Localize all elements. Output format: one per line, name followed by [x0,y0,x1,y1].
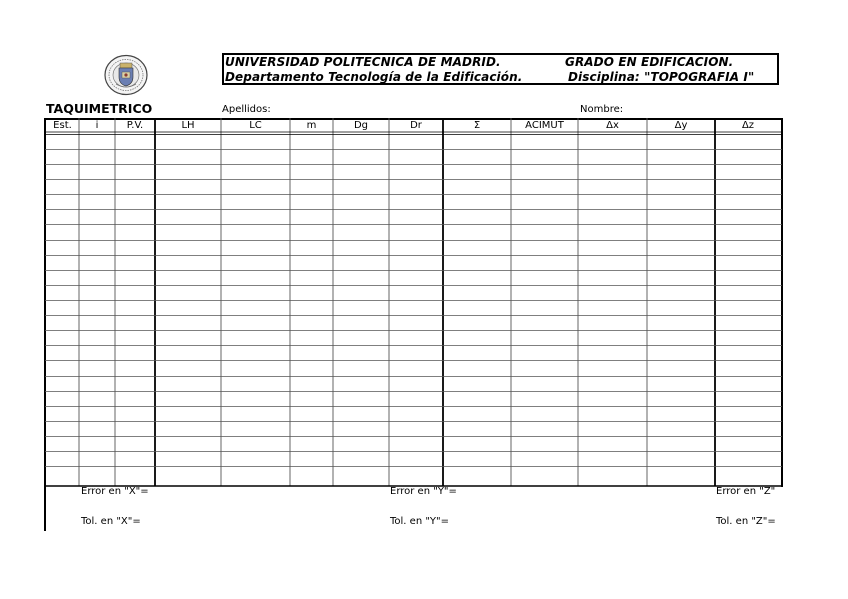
department-name: Departamento Tecnología de la Edificación. [225,70,523,84]
footer-left-border [44,487,46,531]
col-header-i: i [95,120,99,131]
tol-y-label: Tol. en "Y"= [390,516,450,527]
form-title: TAQUIMETRICO [46,101,153,116]
col-header-dx: Δx [606,120,619,131]
col-header-m: m [306,120,317,131]
name-label: Nombre: [580,104,624,115]
degree-name: GRADO EN EDIFICACION. [565,55,734,69]
error-y-label: Error en "Y"= [390,486,457,497]
error-z-label: Error en "Z" [716,486,776,497]
tol-z-label: Tol. en "Z"= [716,516,776,527]
university-name: UNIVERSIDAD POLITECNICA DE MADRID. [225,55,501,69]
col-header-sigma: Σ [473,120,481,131]
col-header-dr: Dr [410,120,422,131]
surname-label: Apellidos: [222,104,271,115]
col-header-acimut: ACIMUT [525,120,564,131]
col-header-dg: Dg [353,120,369,131]
col-header-lh: LH [181,120,195,131]
col-header-dz: Δz [741,120,755,131]
university-seal-logo [103,54,149,96]
col-header-pv: P.V. [126,120,144,131]
col-header-est: Est. [53,120,72,131]
discipline-name: Disciplina: "TOPOGRAFIA I" [568,70,755,84]
tol-x-label: Tol. en "X"= [81,516,141,527]
survey-table [44,118,783,487]
col-header-dy: Δy [674,120,688,131]
col-header-lc: LC [249,120,262,131]
error-x-label: Error en "X"= [81,486,149,497]
